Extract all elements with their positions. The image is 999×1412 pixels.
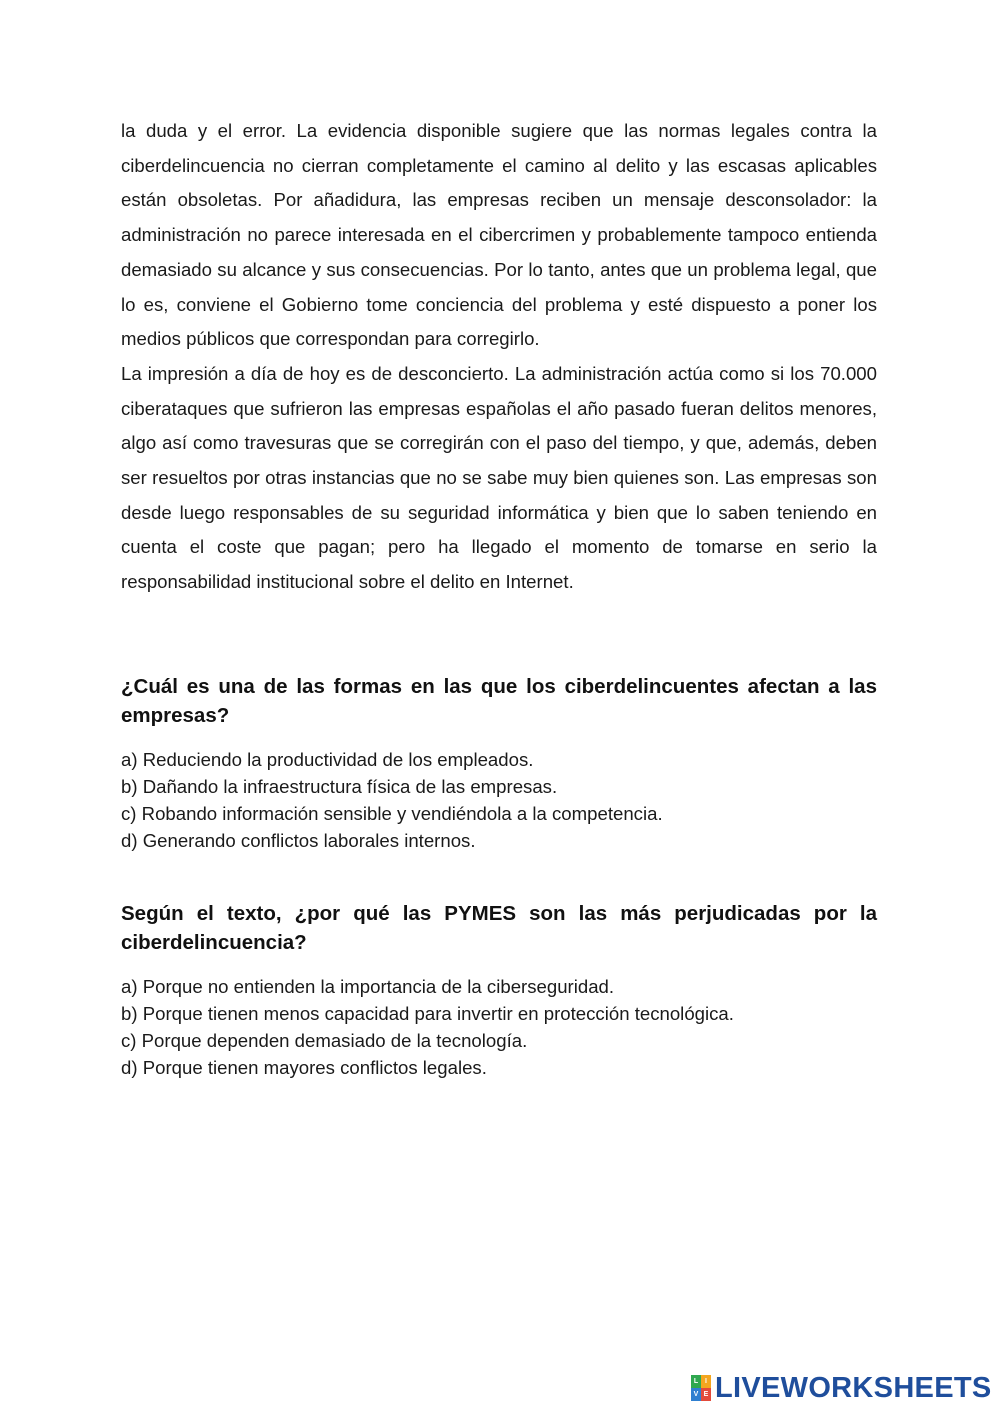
document-body (121, 114, 877, 1082)
question-1-option-b: b) Dañando la infraestructura física de las empresas. (121, 775, 558, 797)
question-2 (121, 899, 877, 1082)
question-2-option-d: d) Porque tienen mayores conflictos legales. (121, 1057, 487, 1079)
question-1-prompt: ¿Cuál es una de las formas en las que los ciberdelincuentes afectan a las empresas? (121, 674, 877, 727)
question-1-options (121, 747, 877, 855)
question-1 (121, 672, 877, 855)
question-2-options (121, 974, 877, 1082)
question-1-option-c: c) Robando información sensible y vendiéndola a la competencia. (121, 802, 663, 824)
logo-text: LIVEWORKSHEETS (715, 1372, 992, 1404)
logo-mark-e: E (701, 1388, 711, 1401)
logo-mark-v: V (691, 1388, 701, 1401)
question-2-option-b: b) Porque tienen menos capacidad para invertir en protección tecnológica. (121, 1003, 734, 1025)
question-2-prompt: Según el texto, ¿por qué las PYMES son las más perjudicadas por la ciberdelincuencia? (121, 902, 877, 955)
liveworksheets-logo (691, 1372, 992, 1404)
logo-mark-l: L (691, 1375, 701, 1388)
question-2-option-a: a) Porque no entienden la importancia de la ciberseguridad. (121, 976, 615, 998)
question-2-option-c: c) Porque dependen demasiado de la tecnología. (121, 1030, 528, 1052)
logo-mark-i: I (701, 1375, 711, 1388)
question-1-option-d: d) Generando conflictos laborales internos. (121, 829, 476, 851)
paragraph-1: la duda y el error. La evidencia disponible sugiere que las normas legales contra la ciberdelincuencia no cierran completamente el camino al delito y las escasas aplicables están obsoletas. Por añadidura, las empresas reciben un mensaje desconsolador: la administración no parece interesada en el cibercrimen y probablemente tampoco entienda demasiado su alcance y sus consecuencias. Por lo tanto, antes que un problema legal, que lo es, conviene el Gobierno tome conciencia del problema y esté dispuesto a poner los medios públicos que correspondan para corregirlo. (121, 120, 877, 350)
paragraph-2: La impresión a día de hoy es de desconcierto. La administración actúa como si los 70.000 ciberataques que sufrieron las empresas españolas el año pasado fueran delitos menores, algo así como travesuras que se corregirán con el paso del tiempo, y que, además, deben ser resueltos por otras instancias que no se sabe muy bien quienes son. Las empresas son desde luego responsables de su seguridad informática y bien que lo saben teniendo en cuenta el coste que pagan; pero ha llegado el momento de tomarse en serio la responsabilidad institucional sobre el delito en Internet. (121, 362, 877, 593)
liveworksheets-logo-icon (691, 1375, 711, 1401)
question-1-option-a: a) Reduciendo la productividad de los empleados. (121, 748, 534, 770)
